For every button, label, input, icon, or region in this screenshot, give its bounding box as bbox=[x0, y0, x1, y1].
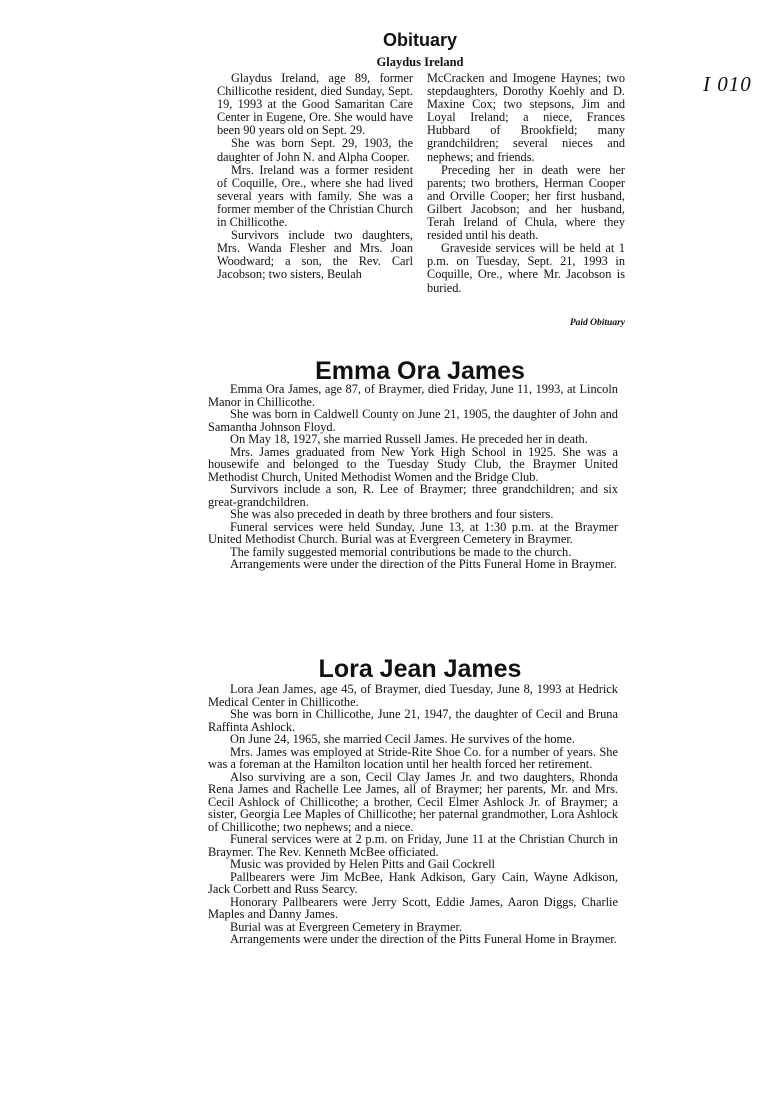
paragraph: Music was provided by Helen Pitts and Gail Cockrell bbox=[230, 857, 495, 871]
obituary-heading: Obituary bbox=[382, 30, 457, 50]
paragraph: She was born Sept. 29, 1903, the daughter of John N. and Alpha Cooper. bbox=[217, 136, 413, 164]
emma-heading: Emma Ora James bbox=[315, 357, 525, 385]
page-marker: I 010 bbox=[703, 72, 752, 96]
paragraph: Burial was at Evergreen Cemetery in Braymer. bbox=[230, 919, 463, 934]
paragraph: Mrs. Ireland was a former resident of Coquille, Ore., where she had lived several years with family. She was a former member of the Christian Church in Chillicothe. bbox=[217, 162, 413, 230]
paragraph: Emma Ora James, age 87, of Braymer, died Friday, June 11, 1993, at Lincoln Manor in Chillicothe. bbox=[208, 382, 618, 409]
paragraph: Funeral services were held Sunday, June 13, at 1:30 p.m. at the Braymer United Methodist Church. Burial was at Evergreen Cemetery in Braymer. bbox=[208, 519, 618, 546]
paragraph: She was born in Chillicothe, June 21, 1947, the daughter of Cecil and Bruna Raffinta Ashlock. bbox=[208, 707, 618, 734]
paragraph: Arrangements were under the direction of the Pitts Funeral Home in Braymer. bbox=[230, 557, 617, 571]
paragraph: She was also preceded in death by three brothers and four sisters. bbox=[230, 507, 554, 521]
paragraph: Graveside services will be held at 1 p.m. on Tuesday, Sept. 21, 1993 in Coquille, Ore., where Mr. Jacobson is buried. bbox=[427, 241, 625, 295]
paragraph: Preceding her in death were her parents; two brothers, Herman Cooper and Orville Cooper; her first husband, Gilbert Jacobson; and her husband, Terah Ireland of Chula, where they resided until his death. bbox=[427, 162, 625, 243]
obituary-right-column bbox=[427, 72, 625, 295]
paragraph: Funeral services were at 2 p.m. on Friday, June 11 at the Christian Church in Braymer. The Rev. Kenneth McBee officiated. bbox=[208, 832, 618, 859]
paragraph: Survivors include a son, R. Lee of Braymer; three grandchildren; and six great-grandchildren. bbox=[208, 482, 618, 509]
paragraph: The family suggested memorial contributions be made to the church. bbox=[230, 544, 572, 559]
paragraph: On June 24, 1965, she married Cecil James. He survives of the home. bbox=[230, 732, 575, 746]
paragraph: Lora Jean James, age 45, of Braymer, died Tuesday, June 8, 1993 at Hedrick Medical Center in Chillicothe. bbox=[208, 682, 618, 709]
paragraph: McCracken and Imogene Haynes; two stepdaughters, Dorothy Koehly and D. Maxine Cox; two stepsons, Jim and Loyal Ireland; a niece, Frances Hubbard of Brookfield; many grandchildren; several nieces and nephews; and friends. bbox=[427, 71, 625, 164]
paragraph: Survivors include two daughters, Mrs. Wanda Flesher and Mrs. Joan Woodward; a son, the Rev. Carl Jacobson; two sisters, Beulah bbox=[217, 228, 413, 282]
paragraph: Mrs. James was employed at Stride-Rite Shoe Co. for a number of years. She was a foreman at the Hamilton location until her health forced her retirement. bbox=[208, 744, 618, 771]
paragraph: Also surviving are a son, Cecil Clay James Jr. and two daughters, Rhonda Rena James and Rachelle Lee James, all of Braymer; her parents, Mr. and Mrs. Cecil Ashlock of Chillicothe; a brother, Cecil Elmer Ashlock Jr. of Braymer; a sister, Georgia Lee Maples of Chillicothe; her paternal grandmother, Lora Ashlock of Chillicothe; two nephews; and a niece. bbox=[208, 769, 618, 834]
lora-heading: Lora Jean James bbox=[318, 655, 522, 683]
paragraph: Pallbearers were Jim McBee, Hank Adkison, Gary Cain, Wayne Adkison, Jack Corbett and Russ Searcy. bbox=[208, 869, 618, 896]
paragraph: Mrs. James graduated from New York High School in 1925. She was a housewife and belonged to the Tuesday Study Club, the Braymer United Methodist Church, United Methodist Women and the Bridge Club. bbox=[208, 444, 618, 484]
paragraph: Arrangements were under the direction of the Pitts Funeral Home in Braymer. bbox=[230, 932, 617, 946]
paragraph: On May 18, 1927, she married Russell James. He preceded her in death. bbox=[230, 432, 588, 446]
paid-obituary-label: Paid Obituary bbox=[569, 318, 625, 328]
paragraph: Honorary Pallbearers were Jerry Scott, Eddie James, Aaron Diggs, Charlie Maples and Danny James. bbox=[208, 894, 618, 921]
lora-body bbox=[208, 683, 618, 946]
emma-body bbox=[208, 383, 618, 571]
obituary-name: Glaydus Ireland bbox=[376, 55, 464, 69]
obituary-left-column bbox=[217, 72, 413, 282]
paragraph: She was born in Caldwell County on June 21, 1905, the daughter of John and Samantha Johnson Floyd. bbox=[208, 407, 618, 434]
paragraph: Glaydus Ireland, age 89, former Chillicothe resident, died Sunday, Sept. 19, 1993 at the Good Samaritan Care Center in Eugene, Ore. She would have been 90 years old on Sept. 29. bbox=[217, 71, 413, 138]
